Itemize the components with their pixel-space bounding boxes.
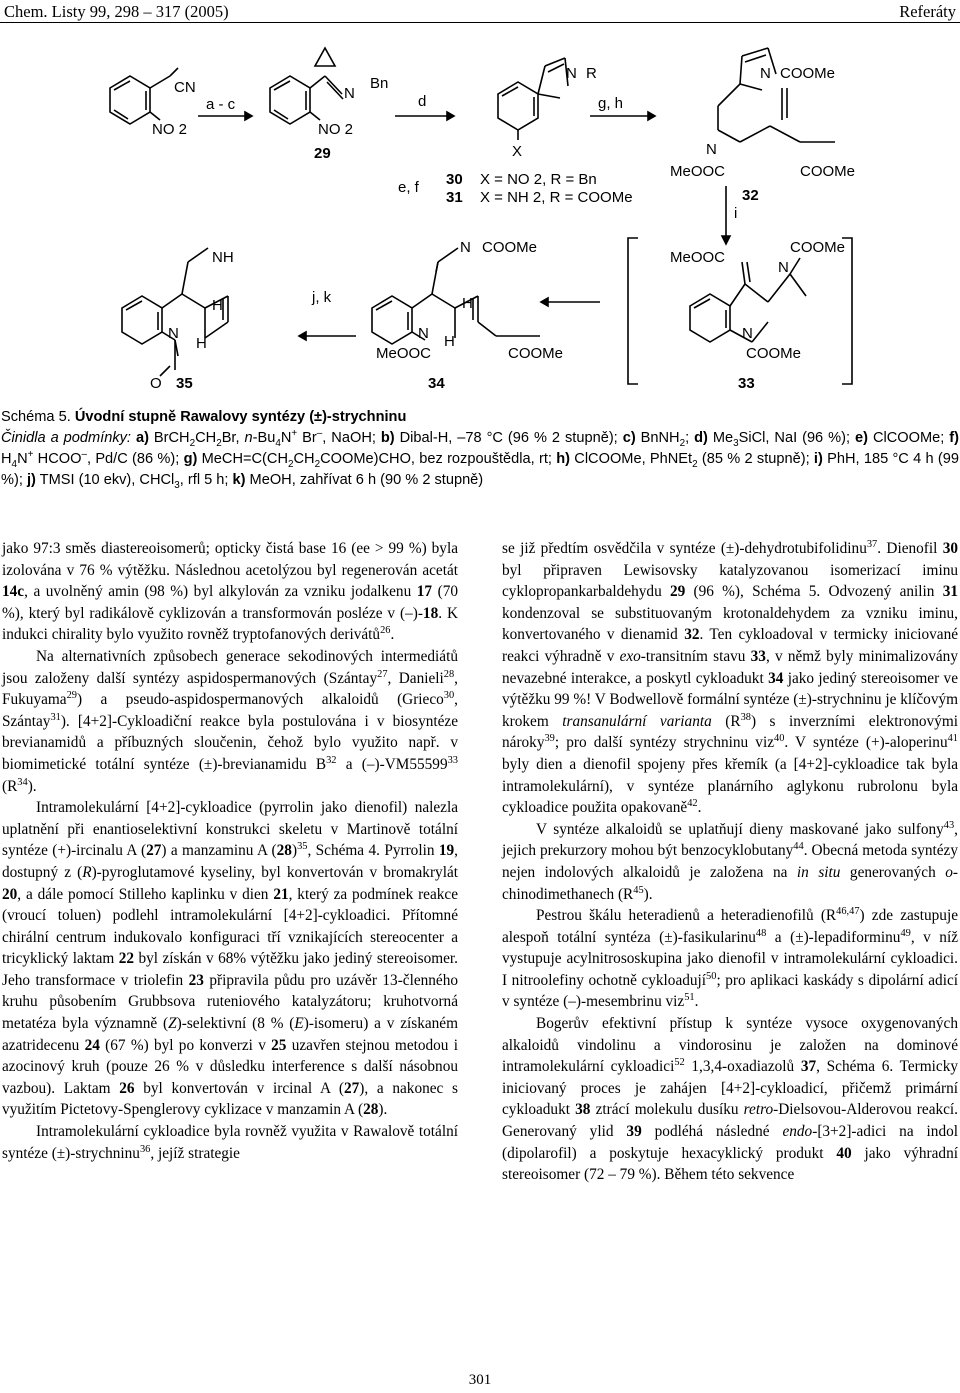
structure-nitrile xyxy=(110,68,178,124)
label-o-35: O xyxy=(150,375,162,392)
paragraph-left-3: Intramolekulární [4+2]-cykloadice (pyrrolin jako dienofil) nalezla uplatnění při enantioselektivní konstrukci skeletu v Martinově totální syntéze (+)-ircinalu A (27) a manzaminu A $(28)^{35}$, Schéma 4. Pyrrolin 19, dostupný z (R)-pyroglutamové kyseliny, byl konvertován v bromakrylát 20, a dále pomocí Stilleho kaplinku v dien 21, který za podmínek reakce (vroucí toluen) podlehl intramolekulární [4+2]-cykloadici. Přítomné chirální centrum indukovalo konfiguraci tří vznikajících stereocenter a tricyklický laktam 22 byl získán v 68% výtěžku jako jediný stereoisomer. Jeho transformace v triolefin 23 připravila půdu pro uzávěr 13-členného kruhu působením Grubbsova ruteniového katalyzátoru; kruhotvorná metatéza byla významně (Z)-selektivní (8 % (E)-isomeru) a v získaném azatridecenu 24 (67 %) byl po konverzi v 25 uzavřen stejnou metodou i azocinový kruh (pouze 26 % v důsledku interference s další násobnou vazbou). Laktam 26 byl konvertován v ircinal A (27), a nakonec s využitím Pictetovy-Spenglerovy cyklizace v manzamin A (28). xyxy=(2,799,458,1119)
label-coome-32b: COOMe xyxy=(800,163,856,180)
paragraph-left-4: Intramolekulární cykloadice byla rovněž využita v Rawalově totální syntéze (±)-strychninu$^{36}$, jejíž strategie xyxy=(2,1123,458,1162)
compound-number-30: 30 xyxy=(446,171,463,188)
compound-number-31: 31 xyxy=(446,189,463,206)
label-coome-33b: COOMe xyxy=(746,345,802,362)
running-header xyxy=(0,0,960,26)
label-coome-32a: COOMe xyxy=(780,65,836,82)
page-number: 301 xyxy=(468,1372,492,1388)
paragraph-left-2: Na alternativních způsobech generace sekodinových intermediátů jsou založeny další syntézy aspidospermanových (Szántay$^{27}$, Danieli$^{28}$, Fukuyama$^{29}$) a pseudo-aspidospermanových alkaloidů (Grieco$^{30}$, Szántay$^{31}$). [4+2]-Cykloadiční reakce byla postulována i v biosyntéze brevianamidů a příbuzných sloučenin, čehož bylo využito např. v biomimetické totální syntéze (±)-brevianamidu $B^{32}$ a (–)-VM55599$^{33}$ $(R^{34})$. xyxy=(2,647,458,795)
label-n-32: N xyxy=(760,65,771,82)
label-n-34b: N xyxy=(418,325,429,342)
compound-number-35: 35 xyxy=(176,375,193,392)
label-n-34: N xyxy=(460,239,471,256)
arrow-label-i: i xyxy=(734,205,738,222)
scheme-caption xyxy=(1,407,959,491)
structure-dienamine xyxy=(498,58,568,140)
caption-title: Úvodní stupně Rawalovy syntézy (±)-strychninu xyxy=(74,409,407,425)
label-h-34b: H xyxy=(444,333,455,350)
label-h-35b: H xyxy=(196,335,207,352)
label-no2: NO 2 xyxy=(152,121,188,138)
structure-32 xyxy=(718,48,835,142)
right-column xyxy=(502,538,958,1186)
label-nh-35: NH xyxy=(212,249,234,266)
label-meooc-32: MeOOC xyxy=(670,163,726,180)
definition-31: X = NH 2, R = COOMe xyxy=(480,189,633,206)
compound-number-32: 32 xyxy=(742,187,759,204)
paragraph-right-1: se již předtím osvědčila v syntéze (±)-dehydrotubifolidinu$^{37}$. Dienofil 30 byl připraven Lewisovsky katalyzovanou isomerizací iminu cyklopropankarbaldehydu 29 (96 %), Schéma 5. Odvozený anilin 31 kondenzoval se substituovaným krotonaldehydem za vzniku iminu, konvertovaného v dienamid 32. Ten cykloadoval v termicky iniciované reakci výhradně v exo-transitním stavu 33, v němž byly minimalizovány nevazebné interakce, a poskytl cykloadukt 34 jako jediný stereoisomer ve výtěžku 99 %! V Bodwellově formální syntéze (±)-strychninu je klíčovým krokem transanulární varianta $(R^{38})$ s inverzními elektronovými nároky$^{39}$; pro další syntézy strychninu viz$^{40}$. V syntéze (+)-aloperinu$^{41}$ byly dien a dienofil spojeny přes křemík (a [4+2]-cykloadice tak byla intramolekulární), v syntéze planárního aglykonu rubrolonu byla cykloadice použita opakovaně$^{42}$. xyxy=(502,538,959,817)
label-meooc-34: MeOOC xyxy=(376,345,432,362)
arrow-label-a-c: a - c xyxy=(206,96,236,113)
label-meooc-33: MeOOC xyxy=(670,249,726,266)
paragraph-right-4: Bogerův efektivní přístup k syntéze vysoce oxygenovaných alkaloidů vindolinu a vindorosinu je založen na dominové intramolekulární cykloadici$^{52}$ 1,3,4-oxadiazolů 37, Schéma 6. Termicky iniciovaný proces je zahájen [4+2]-cykloadicí, přičemž primární cykloadukt 38 ztrácí molekulu dusíku retro-Dielsovou-Alderovou reakcí. Generovaný ylid 39 podléhá následné endo-[3+2]-adici na indol (dipolarofil) a poskytuje hexacyklický produkt 40 jako výhradní stereoisomer (72 – 79 %). Během této sekvence xyxy=(502,1015,958,1184)
arrow-label-d: d xyxy=(418,93,427,110)
label-coome-34b: COOMe xyxy=(508,345,564,362)
label-cn: CN xyxy=(174,79,196,96)
label-h-34a: H xyxy=(462,295,473,312)
label-coome-33a: COOMe xyxy=(790,239,846,256)
reaction-scheme xyxy=(0,26,960,404)
label-n-35: N xyxy=(168,325,179,342)
definition-30: X = NO 2, R = Bn xyxy=(480,171,597,188)
arrow-label-e-f: e, f xyxy=(398,179,419,196)
journal-citation: Chem. Listy 99, 298 – 317 (2005) xyxy=(4,2,229,21)
label-coome-34a: COOMe xyxy=(482,239,538,256)
label-h-35a: H xyxy=(212,297,223,314)
structure-cyclopropyl-imine xyxy=(270,48,343,124)
paragraph-left-1: jako 97:3 směs diastereoisomerů; opticky čistá base 16 (ee > 99 %) byla izolována v 76 % výtěžku. Následnou acetolýzou byl regenerován acetát 14c, a uvolněný amin (98 %) byl alkylován za vzniku jodalkenu 17 (70 %), který byl radikálově cyklizován a transformován posléze v (–)-18. K indukci chirality bylo využito rovněž tryptofanových derivátů$^{26}$. xyxy=(2,540,459,644)
label-imine-n: N xyxy=(344,85,355,102)
label-bn: Bn xyxy=(370,75,389,92)
compound-number-34: 34 xyxy=(428,375,445,392)
arrow-label-g-h: g, h xyxy=(598,95,624,112)
arrow-label-j-k: j, k xyxy=(312,289,332,306)
structure-34 xyxy=(372,248,540,344)
caption-prefix: Schéma 5. xyxy=(1,409,71,425)
left-column xyxy=(2,538,458,1164)
header-rule xyxy=(0,22,960,23)
caption-reagents: a) $BrCH_2CH_2Br$, $n-Bu_4N^+$ Br–, NaOH; b) Dibal-H, –78 °C (96 % 2 stupně); c) BnNH$_2$; d) $Me_3SiCl$, NaI (96 %); e) ClCOOMe; f) $H_4N^+$ HCOO–, Pd/C (86 %); g) $MeCH=C(CH_2CH_2COOMe)CHO$, bez rozpouštědla, rt; h) ClCOOMe, PhNEt$_2$ (85 % 2 stupně); i) PhH, 185 °C 4 h (99 %); j) TMSI (10 ekv), CHCl$_3$, rfl 5 h; k) MeOH, zahřívat 6 h (90 % 2 stupně) xyxy=(1,428,960,491)
paragraph-right-3: Pestrou škálu heteradienů a heteradienofilů $(R^{46,47})$ zde zastupuje alespoň totální syntéza (±)-fasikularinu$^{48}$ a (±)-lepadiforminu$^{49}$, v níž vystupuje acylnitrososkupina jako dienofil v intramolekulární cykloadici. I nitroolefiny ochotně cykloadují$^{50}$; pro aplikaci kaskády s dipolární adicí v syntéze (–)-mesembrinu viz$^{51}$. xyxy=(502,906,958,1011)
label-r: R xyxy=(586,65,597,82)
label-n-32b: N xyxy=(706,141,717,158)
label-no2-b: NO 2 xyxy=(318,121,354,138)
caption-reagents-lead: Činidla a podmínky: xyxy=(1,430,131,446)
label-n-33a: N xyxy=(778,259,789,276)
label-x: X xyxy=(512,143,523,160)
label-ring-n: N xyxy=(566,65,577,82)
compound-number-33: 33 xyxy=(738,375,755,392)
section-name: Referáty xyxy=(899,2,956,21)
compound-number-29: 29 xyxy=(314,145,331,162)
paragraph-right-2: V syntéze alkaloidů se uplatňují dieny maskované jako sulfony$^{43}$, jejich prekurzory mohou být benzocyklobutany$^{44}$. Obecná metoda syntézy nejen indolových alkaloidů je založena na in situ generovaných o-chinodimethanech $(R^{45})$. xyxy=(502,819,958,903)
label-n-33b: N xyxy=(742,325,753,342)
